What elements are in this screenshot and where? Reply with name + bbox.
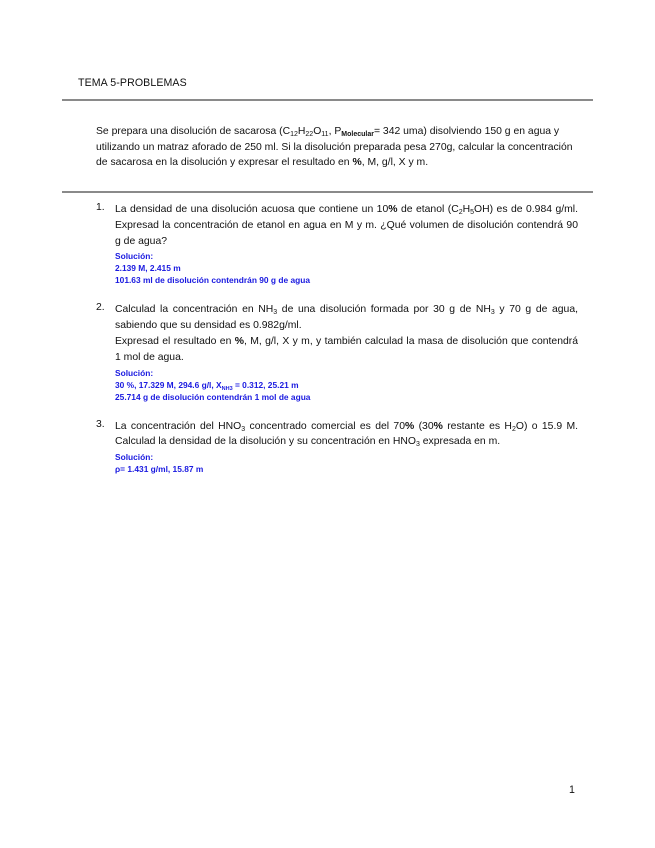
problem-item-2 [96, 302, 578, 402]
problem-item-3 [96, 419, 578, 476]
solution-line: ρ= 1.431 g/ml, 15.87 m [115, 464, 204, 475]
problem-text: La concentración del $HNO_3$ concentrado comercial es del 70% (30% restante es $H_2O$) o 15.9 M. Calculad la densidad de la disolución y su concentración en $HNO_3$ expresada en m. [115, 420, 579, 449]
problem-number: 1. [96, 202, 105, 213]
problem-text: La densidad de una disolución acuosa que contiene un 10% de etanol $(C_2H_5OH)$ es de 0.984 g/ml. Expresad la concentración de etanol en agua en M y m. ¿Qué volumen de disolución contendrá 90 g de agua? [115, 204, 578, 247]
page-number: 1 [569, 784, 575, 796]
intro-divider [62, 191, 593, 193]
header-divider [62, 99, 593, 101]
problem-number: 2. [96, 302, 105, 314]
solution-line: 2.139 M, 2.415 m [115, 263, 181, 274]
solution-label: Solución: [115, 251, 154, 262]
page-header-title: TEMA 5-PROBLEMAS [78, 77, 187, 89]
solution-line: 101.63 ml de disolución contendrán 90 g de agua [115, 275, 311, 286]
solution-label: Solución: [115, 452, 154, 463]
solution-label: Solución: [115, 367, 154, 378]
problem-text-continued: Expresad el resultado en %, M, g/l, X y m, y también calculad la masa de disolución que contendrá 1 mol de agua. [115, 335, 578, 363]
problem-item-1 [96, 202, 578, 286]
problem-text: Calculad la concentración en $NH_3$ de una disolución formada por 30 g de $NH_3$ y 70 g de agua, sabiendo que su densidad es 0.982g/ml. [115, 304, 579, 332]
problem-number: 3. [96, 418, 105, 430]
intro-paragraph: Se prepara una disolución de sacarosa ($C_{12}H_{22}O_{11}$, $P_{Molecular}= 342$ uma) disolviendo 150 g en agua y utilizando un matraz aforado de 250 ml. Si la disolución preparada pesa 270g, calcular la concentración de sacarosa en la disolución y expresar el resultado en %, M, g/l, X y m. [96, 126, 573, 169]
solution-line: 25.714 g de disolución contendrán 1 mol de agua [115, 391, 311, 402]
problem-list [96, 202, 578, 491]
solution-line: 30 %, 17.329 M, 294.6 g/l, $X_{NH3} = 0.312$, 25.21 m [115, 379, 299, 392]
